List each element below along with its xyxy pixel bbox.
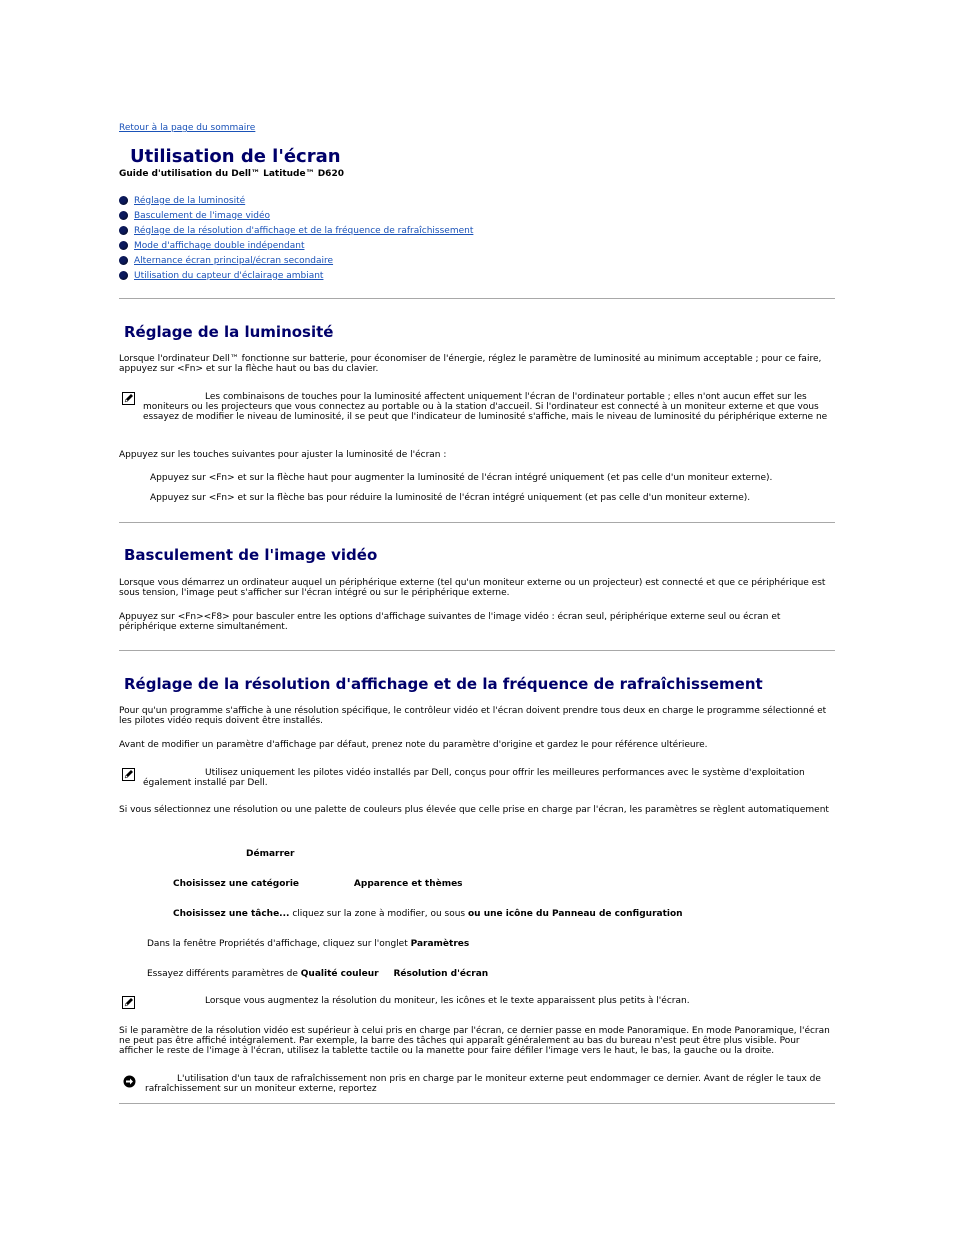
step-4: [147, 939, 469, 949]
paragraph: Pour qu'un programme s'affiche à une résolution spécifique, le contrôleur vidéo et l'écran doivent prendre tous deux en charge le programme sélectionné et les pilotes vidéo requis doivent être installés.: [119, 706, 827, 726]
divider: [119, 650, 835, 651]
step-1-label: Démarrer: [246, 849, 295, 859]
note-pencil-icon: [122, 392, 135, 405]
step-5-label-b: Résolution d'écran: [393, 969, 489, 979]
step-2-label-b: Apparence et thèmes: [353, 879, 463, 889]
step-3-label-a: Choisissez une tâche...: [173, 909, 290, 919]
toc-link-double-independant[interactable]: Mode d'affichage double indépendant: [134, 240, 305, 251]
step-5-label-a: Qualité couleur: [300, 969, 379, 979]
divider: [119, 1103, 835, 1104]
bullet-icon: [119, 241, 128, 250]
paragraph: Appuyez sur <Fn><F8> pour basculer entre les options d'affichage suivantes de l'image vidéo : écran seul, périphérique externe seul ou écran et périphérique externe simultanément.: [119, 612, 781, 632]
toc-item: [119, 193, 473, 208]
step-5-text: Essayez différents paramètres de: [147, 969, 301, 979]
page-title: Utilisation de l'écran: [130, 146, 341, 167]
step-3-label-b: ou une icône du Panneau de configuration: [467, 909, 683, 919]
toc-item: [119, 223, 473, 238]
toc-link-alternance[interactable]: Alternance écran principal/écran secondaire: [134, 255, 334, 266]
table-of-contents: [119, 193, 473, 283]
bullet-icon: [119, 211, 128, 220]
note-text: Lorsque vous augmentez la résolution du moniteur, les icônes et le texte apparaissent plus petits à l'écran.: [205, 996, 690, 1006]
toc-link-luminosite[interactable]: Réglage de la luminosité: [134, 195, 246, 206]
step-2: [173, 879, 463, 889]
toc-link-capteur[interactable]: Utilisation du capteur d'éclairage ambiant: [134, 270, 324, 281]
notice-arrow-icon: [123, 1075, 136, 1088]
step-4-label: Paramètres: [410, 939, 470, 949]
paragraph: Si le paramètre de la résolution vidéo est supérieur à celui pris en charge par l'écran, ce dernier passe en mode Panoramique. En mode Panoramique, l'écran ne peut pas être affiché intégralement. Par exemple, la barre des tâches qui apparaît généralement au bas du bureau n'est peut être plus visible. Pour afficher le reste de l'image à l'écran, utilisez la tablette tactile ou la manette pour faire défiler l'image vers le haut, le bas, la gauche ou la droite.: [119, 1026, 830, 1056]
step-2-label-a: Choisissez une catégorie: [173, 879, 300, 889]
note-text: Les combinaisons de touches pour la luminosité affectent uniquement l'écran de l'ordinateur portable ; elles n'ont aucun effet sur les moniteurs ou les projecteurs que vous connectez au portable ou à la station d'accueil. Si l'ordinateur est connecté à un moniteur externe et que vous essayez de modifier le niveau de luminosité, il se peut que l'indicateur de luminosité s'affiche, mais le niveau de luminosité du périphérique externe ne: [143, 392, 828, 422]
back-to-contents-link[interactable]: Retour à la page du sommaire: [119, 123, 256, 133]
list-item: Appuyez sur <Fn> et sur la flèche bas pour réduire la luminosité de l'écran intégré uniquement (et pas celle d'un moniteur externe).: [150, 493, 751, 503]
notice-text: L'utilisation d'un taux de rafraîchissement non pris en charge par le moniteur externe peut endommager ce dernier. Avant de régler le taux de rafraîchissement sur un moniteur externe, reportez: [145, 1074, 821, 1094]
divider: [119, 522, 835, 523]
toc-link-basculement[interactable]: Basculement de l'image vidéo: [134, 210, 271, 221]
bullet-icon: [119, 271, 128, 280]
list-item: Appuyez sur <Fn> et sur la flèche haut pour augmenter la luminosité de l'écran intégré uniquement (et pas celle d'un moniteur externe).: [150, 473, 773, 483]
step-3-text: cliquez sur la zone à modifier, ou sous: [289, 909, 468, 919]
bullet-icon: [119, 226, 128, 235]
paragraph: Si vous sélectionnez une résolution ou une palette de couleurs plus élevée que celle prise en charge par l'écran, les paramètres se règlent automatiquement: [119, 805, 829, 815]
bullet-icon: [119, 256, 128, 265]
step-3: [173, 909, 683, 919]
paragraph: Lorsque l'ordinateur Dell™ fonctionne sur batterie, pour économiser de l'énergie, réglez le paramètre de luminosité au minimum acceptable ; pour ce faire, appuyez sur <Fn> et sur la flèche haut ou bas du clavier.: [119, 354, 822, 374]
note-text: Utilisez uniquement les pilotes vidéo installés par Dell, conçus pour offrir les meilleures performances avec le système d'exploitation également installé par Dell.: [143, 768, 805, 788]
bullet-icon: [119, 196, 128, 205]
section-heading-basculement: Basculement de l'image vidéo: [124, 546, 378, 564]
section-heading-luminosite: Réglage de la luminosité: [124, 323, 334, 341]
page-subtitle: Guide d'utilisation du Dell™ Latitude™ D620: [119, 169, 344, 179]
toc-item: [119, 238, 473, 253]
toc-item: [119, 268, 473, 283]
step-4-text: Dans la fenêtre Propriétés d'affichage, cliquez sur l'onglet: [147, 939, 411, 949]
paragraph: Avant de modifier un paramètre d'affichage par défaut, prenez note du paramètre d'origine et gardez le pour référence ultérieure.: [119, 740, 708, 750]
note-pencil-icon: [122, 996, 135, 1009]
section-heading-resolution: Réglage de la résolution d'affichage et de la fréquence de rafraîchissement: [124, 675, 763, 693]
paragraph: Appuyez sur les touches suivantes pour ajuster la luminosité de l'écran :: [119, 450, 447, 460]
note-pencil-icon: [122, 768, 135, 781]
toc-item: [119, 253, 473, 268]
toc-item: [119, 208, 473, 223]
divider: [119, 298, 835, 299]
paragraph: Lorsque vous démarrez un ordinateur auquel un périphérique externe (tel qu'un moniteur externe ou un projecteur) est connecté et que ce périphérique est sous tension, l'image peut s'afficher sur l'écran intégré ou sur le périphérique externe.: [119, 578, 826, 598]
step-1: [246, 849, 294, 859]
step-5: [147, 969, 488, 979]
toc-link-resolution[interactable]: Réglage de la résolution d'affichage et de la fréquence de rafraîchissement: [134, 225, 474, 236]
